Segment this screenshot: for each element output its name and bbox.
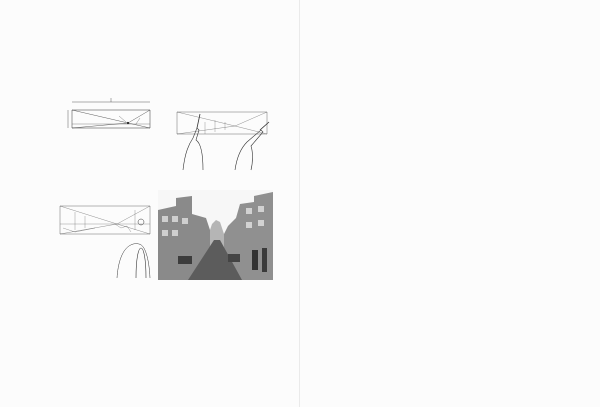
right-page bbox=[300, 0, 600, 407]
street-photo bbox=[158, 190, 273, 280]
figure-one-point-construction bbox=[50, 82, 160, 154]
figure-6-person-in-street bbox=[55, 198, 155, 278]
instruction-list bbox=[338, 86, 568, 100]
figure-5-pencil-measuring bbox=[175, 92, 270, 172]
